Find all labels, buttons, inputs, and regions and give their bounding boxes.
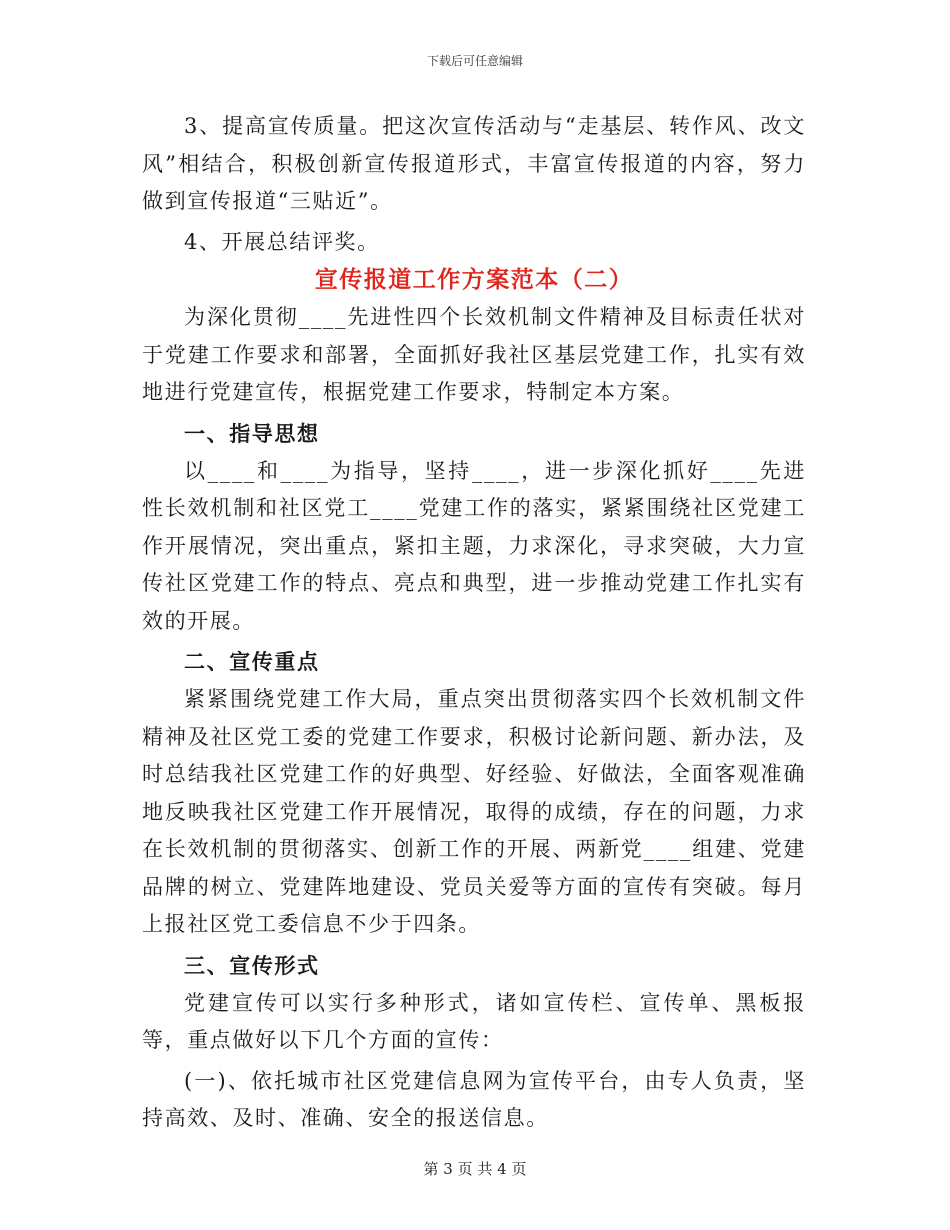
paragraph-guiding-ideology: 以____和____为指导，坚持____，进一步深化抓好____先进性长效机制和社区党工____党建工作的落实，紧紧围绕社区党建工作开展情况，突出重点，紧扣主题，力求深化，寻求突破，大力宣传社区党建工作的特点、亮点和典型，进一步推动党建工作扎实有效的开展。 bbox=[142, 458, 806, 633]
paragraph-item-4: 4、开展总结评奖。 bbox=[184, 229, 380, 254]
header-note: 下载后可任意编辑 bbox=[426, 54, 523, 68]
paragraph-sub-item-1: (一)、依托城市社区党建信息网为宣传平台，由专人负责，坚持高效、及时、准确、安全的报送信息。 bbox=[142, 1068, 806, 1130]
document-title: 宣传报道工作方案范本（二） bbox=[314, 266, 634, 293]
section-heading-publicity-focus: 二、宣传重点 bbox=[184, 649, 320, 674]
paragraph-publicity-forms: 党建宣传可以实行多种形式，诸如宣传栏、宣传单、黑板报等，重点做好以下几个方面的宣传： bbox=[142, 990, 806, 1052]
paragraph-item-3: 3、提高宣传质量。把这次宣传活动与“走基层、转作风、改文风”相结合，积极创新宣传报道形式，丰富宣传报道的内容，努力做到宣传报道“三贴近”。 bbox=[142, 114, 806, 213]
section-heading-publicity-forms: 三、宣传形式 bbox=[184, 952, 320, 978]
page-number: 第 3 页 共 4 页 bbox=[423, 1160, 527, 1178]
document-body bbox=[142, 108, 806, 1138]
paragraph-publicity-focus: 紧紧围绕党建工作大局，重点突出贯彻落实四个长效机制文件精神及社区党工委的党建工作要求，积极讨论新问题、新办法，及时总结我社区党建工作的好典型、好经验、好做法，全面客观准确地反映我社区党建工作开展情况，取得的成绩，存在的问题，力求在长效机制的贯彻落实、创新工作的开展、两新党____组建、党建品牌的树立、党建阵地建设、党员关爱等方面的宣传有突破。每月上报社区党工委信息不少于四条。 bbox=[142, 687, 806, 936]
intro-paragraph: 为深化贯彻____先进性四个长效机制文件精神及目标责任状对于党建工作要求和部署，全面抓好我社区基层党建工作，扎实有效地进行党建宣传，根据党建工作要求，特制定本方案。 bbox=[142, 305, 806, 404]
section-heading-guiding-ideology: 一、指导思想 bbox=[184, 420, 320, 446]
